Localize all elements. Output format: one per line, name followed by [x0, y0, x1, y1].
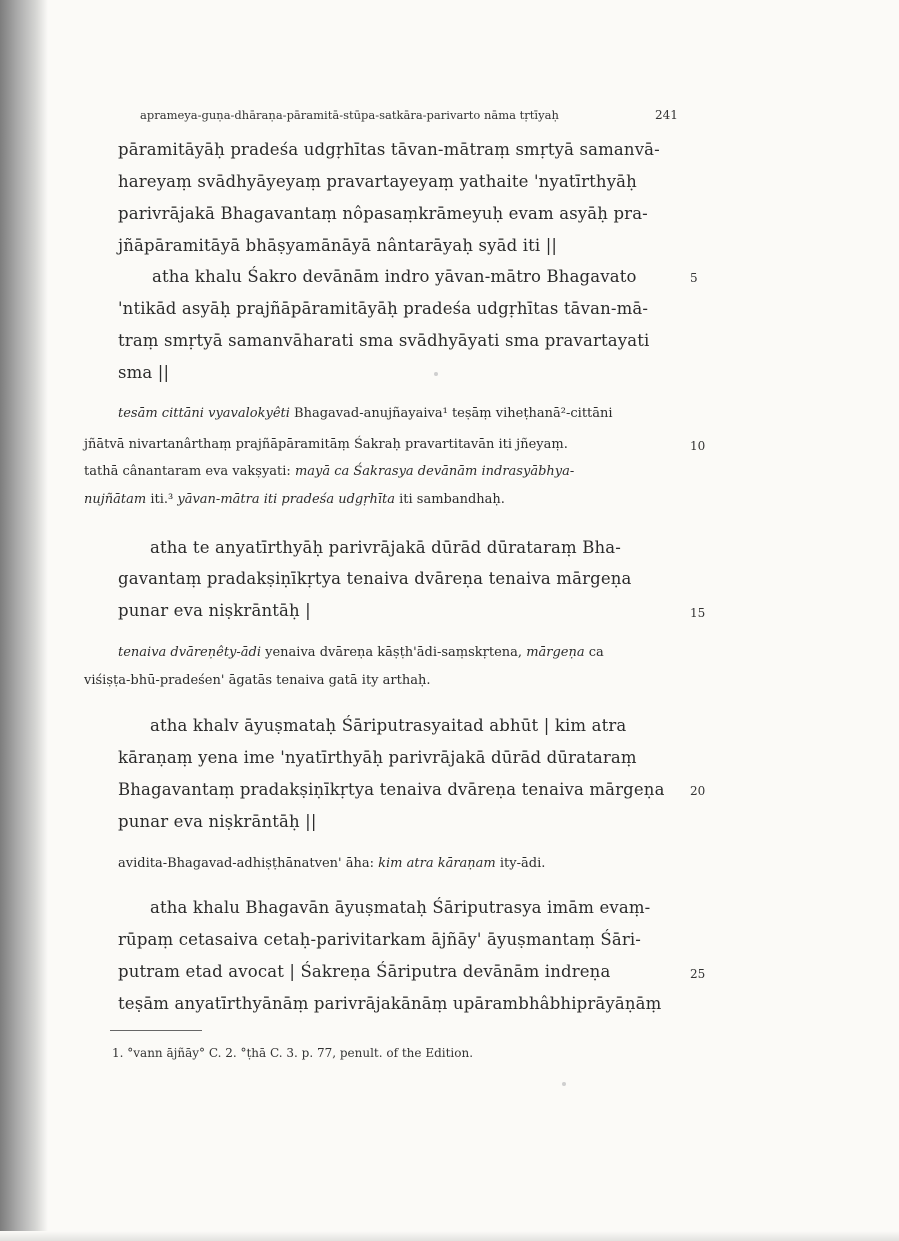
line-number: 10	[690, 439, 706, 453]
commentary-text: yenaiva dvāreṇa kāṣṭh'ādi-saṃskṛtena,	[261, 645, 527, 660]
text-line: 'ntikād asyāḥ prajñāpāramitāyāḥ pradeśa udgṛhītas tāvan-mā-	[118, 299, 649, 318]
text-line: gavantaṃ pradakṣiṇīkṛtya tenaiva dvāreṇa tenaiva mārgeṇa	[118, 569, 632, 588]
text-line: atha te anyatīrthyāḥ parivrājakā dūrād dūrataraṃ Bha-	[150, 538, 621, 557]
text-line: punar eva niṣkrāntāḥ |	[118, 601, 311, 620]
line-number: 5	[690, 271, 698, 285]
text-line: hareyaṃ svādhyāyeyaṃ pravartayeyaṃ yathaite 'nyatīrthyāḥ	[118, 172, 637, 191]
text-line: atha khalu Śakro devānām indro yāvan-mātro Bhagavato	[152, 267, 637, 286]
page-number: 241	[655, 108, 678, 122]
commentary-line	[118, 406, 613, 421]
commentary-quote: mayā ca Śakrasya devānām indrasyābhya-	[294, 464, 575, 479]
text-line: parivrājakā Bhagavantaṃ nôpasaṃkrāmeyuḥ evam asyāḥ pra-	[118, 204, 648, 223]
running-head: aprameya-guṇa-dhāraṇa-pāramitā-stūpa-satkāra-parivarto nāma tṛtīyaḥ	[140, 108, 559, 122]
commentary-text: iti.³	[146, 492, 178, 507]
footnotes: 1. °vann ājñāy° C. 2. °ṭhā C. 3. p. 77, penult. of the Edition.	[112, 1046, 474, 1060]
commentary-text: Bhagavad-anujñayaiva¹ teṣāṃ viheṭhanā²-cittāni	[289, 406, 613, 421]
text-line: traṃ smṛtyā samanvāharati sma svādhyāyati sma pravartayati	[118, 331, 650, 350]
commentary-line	[84, 492, 505, 507]
text-line: putram etad avocat | Śakreṇa Śāriputra devānām indreṇa	[118, 962, 611, 981]
commentary-text: ca	[584, 645, 604, 660]
line-number: 25	[690, 967, 706, 981]
commentary-quote: nujñātam	[84, 492, 147, 507]
text-line: atha khalu Bhagavān āyuṣmataḥ Śāriputrasya imām evaṃ-	[150, 898, 651, 917]
text-line: sma ||	[118, 363, 170, 382]
line-number: 20	[690, 784, 706, 798]
text-line: atha khalv āyuṣmataḥ Śāriputrasyaitad abhūt | kim atra	[150, 716, 627, 735]
book-binding-shadow	[0, 0, 48, 1241]
commentary-lemma: tenaiva dvāreṇêty-ādi	[118, 645, 262, 660]
line-number: 15	[690, 606, 706, 620]
commentary-text: tathā cânantaram eva vakṣyati:	[84, 464, 295, 479]
commentary-lemma: tesām cittāni vyavalokyêti	[118, 406, 290, 421]
commentary-text: iti sambandhaḥ.	[394, 492, 505, 507]
commentary-line	[84, 464, 574, 479]
text-line: rūpaṃ cetasaiva cetaḥ-parivitarkam ājñāy' āyuṣmantaṃ Śāri-	[118, 930, 642, 949]
text-line: jñāpāramitāyā bhāṣyamānāyā nântarāyaḥ syād iti ||	[118, 236, 558, 255]
paper-speck	[434, 372, 438, 376]
text-line: kāraṇaṃ yena ime 'nyatīrthyāḥ parivrājakā dūrād dūrataraṃ	[118, 748, 637, 767]
commentary-line: jñātvā nivartanârthaṃ prajñāpāramitāṃ Śakraḥ pravartitavān iti jñeyaṃ.	[84, 437, 568, 452]
text-line: teṣām anyatīrthyānāṃ parivrājakānāṃ upārambhâbhiprāyāṇāṃ	[118, 994, 662, 1013]
commentary-text: avidita-Bhagavad-adhiṣṭhānatven' āha:	[118, 856, 379, 871]
commentary-line: viśiṣṭa-bhū-pradeśen' āgatās tenaiva gatā ity arthaḥ.	[84, 673, 431, 688]
commentary-line	[118, 645, 604, 660]
page-bottom-edge	[0, 1231, 899, 1241]
commentary-text: ity-ādi.	[495, 856, 546, 871]
footnote-rule	[110, 1030, 202, 1031]
text-line: Bhagavantaṃ pradakṣiṇīkṛtya tenaiva dvāreṇa tenaiva mārgeṇa	[118, 780, 665, 799]
commentary-lemma: kim atra kāraṇam	[378, 856, 496, 871]
commentary-lemma: mārgeṇa	[526, 645, 585, 660]
commentary-lemma: yāvan-mātra iti pradeśa udgṛhīta	[177, 492, 395, 507]
commentary-line	[118, 856, 545, 871]
text-line: punar eva niṣkrāntāḥ ||	[118, 812, 317, 831]
paper-speck	[562, 1082, 566, 1086]
text-line: pāramitāyāḥ pradeśa udgṛhītas tāvan-mātraṃ smṛtyā samanvā-	[118, 140, 660, 159]
